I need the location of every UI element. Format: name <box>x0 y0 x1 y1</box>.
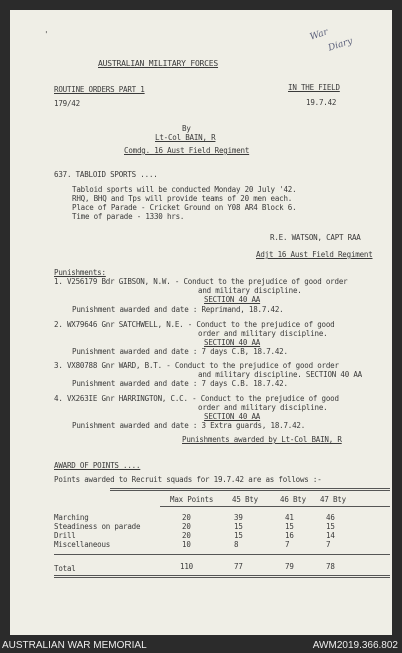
row-value: 7 <box>326 540 331 549</box>
order-number: 179/42 <box>54 99 80 108</box>
row-value: 15 <box>234 531 243 540</box>
table-rule <box>110 488 390 489</box>
row-label: Drill <box>54 531 76 540</box>
punishment-award: Punishment awarded and date : 7 days C.B, 18.7.42. <box>72 347 288 356</box>
table-rule <box>160 506 390 507</box>
archive-footer <box>0 638 402 653</box>
by-officer: Lt-Col BAIN, R <box>155 133 216 142</box>
row-value: 46 <box>326 513 335 522</box>
punishment-award: Punishment awarded and date : 7 days C.B. 18.7.42. <box>72 379 288 388</box>
document-page <box>10 10 392 635</box>
in-the-field: IN THE FIELD <box>288 83 340 92</box>
points-intro: Points awarded to Recruit squads for 19.7.42 are as follows :- <box>54 475 322 484</box>
total-value: 79 <box>285 562 294 571</box>
archive-name: AUSTRALIAN WAR MEMORIAL <box>2 640 147 651</box>
row-value: 20 <box>182 513 191 522</box>
punishment-item: order and military discipline. <box>198 403 328 412</box>
total-value: 77 <box>234 562 243 571</box>
row-value: 8 <box>234 540 239 549</box>
punishment-item: and military discipline. <box>198 286 302 295</box>
punishment-item: 1. V256179 Bdr GIBSON, N.W. - Conduct to the prejudice of good order <box>54 277 348 286</box>
row-value: 20 <box>182 531 191 540</box>
table-rule <box>54 554 390 555</box>
row-value: 15 <box>326 522 335 531</box>
row-value: 15 <box>285 522 294 531</box>
punishment-item: order and military discipline. <box>198 329 328 338</box>
signature-role: Adjt 16 Aust Field Regiment <box>256 250 373 259</box>
document-title: AUSTRALIAN MILITARY FORCES <box>98 59 219 68</box>
tabloid-line: Tabloid sports will be conducted Monday 20 July '42. <box>72 185 297 194</box>
commanding-unit: Comdg. 16 Aust Field Regiment <box>124 146 250 155</box>
punishment-item: 3. VX80788 Gnr WARD, B.T. - Conduct to the prejudice of good order <box>54 361 339 370</box>
row-value: 14 <box>326 531 335 540</box>
column-header: 47 Bty <box>320 495 346 504</box>
row-label: Steadiness on parade <box>54 522 141 531</box>
order-date: 19.7.42 <box>306 98 337 107</box>
punishment-item: and military discipline. SECTION 40 AA <box>198 370 362 379</box>
column-header: 46 Bty <box>280 495 306 504</box>
total-value: 78 <box>326 562 335 571</box>
column-header: Max Points <box>170 495 214 504</box>
row-value: 7 <box>285 540 290 549</box>
punishment-award: Punishment awarded and date : Reprimand, 18.7.42. <box>72 305 284 314</box>
punishment-item: 2. WX79646 Gnr SATCHWELL, N.E. - Conduct to the prejudice of good <box>54 320 335 329</box>
row-value: 20 <box>182 522 191 531</box>
table-rule <box>110 490 390 491</box>
total-value: 110 <box>180 562 193 571</box>
column-header: 45 Bty <box>232 495 258 504</box>
row-value: 15 <box>234 522 243 531</box>
punishment-section: SECTION 40 AA <box>204 338 261 347</box>
handwritten-diary: Diary <box>327 36 354 54</box>
table-rule <box>54 577 390 578</box>
punishment-section: SECTION 40 AA <box>204 295 261 304</box>
tabloid-line: Time of parade - 1330 hrs. <box>72 212 185 221</box>
row-value: 39 <box>234 513 243 522</box>
tick-mark: ' <box>44 30 49 39</box>
punishment-section: SECTION 40 AA <box>204 412 261 421</box>
tabloid-line: Place of Parade - Cricket Ground on Y08 AR4 Block 6. <box>72 203 297 212</box>
total-label: Total <box>54 564 76 573</box>
points-heading: AWARD OF POINTS .... <box>54 461 141 470</box>
signature-name: R.E. WATSON, CAPT RAA <box>270 233 361 242</box>
punishment-item: 4. VX263IE Gnr HARRINGTON, C.C. - Conduct to the prejudice of good <box>54 394 339 403</box>
table-rule <box>54 575 390 576</box>
by-label: By <box>182 124 191 133</box>
archive-reference: AWM2019.366.802 <box>312 640 398 651</box>
routine-orders-heading: ROUTINE ORDERS PART 1 <box>54 85 145 94</box>
row-value: 41 <box>285 513 294 522</box>
tabloid-line: RHQ, BHQ and Tps will provide teams of 20 men each. <box>72 194 293 203</box>
punishment-award: Punishment awarded and date : 3 Extra guards, 18.7.42. <box>72 421 306 430</box>
row-value: 16 <box>285 531 294 540</box>
punishments-awarded-by: Punishments awarded by Lt-Col BAIN, R <box>182 435 342 444</box>
row-label: Miscellaneous <box>54 540 111 549</box>
punishments-heading: Punishments: <box>54 268 106 277</box>
row-label: Marching <box>54 513 89 522</box>
row-value: 10 <box>182 540 191 549</box>
handwritten-war: War <box>308 27 330 43</box>
tabloid-heading: 637. TABLOID SPORTS .... <box>54 170 158 179</box>
